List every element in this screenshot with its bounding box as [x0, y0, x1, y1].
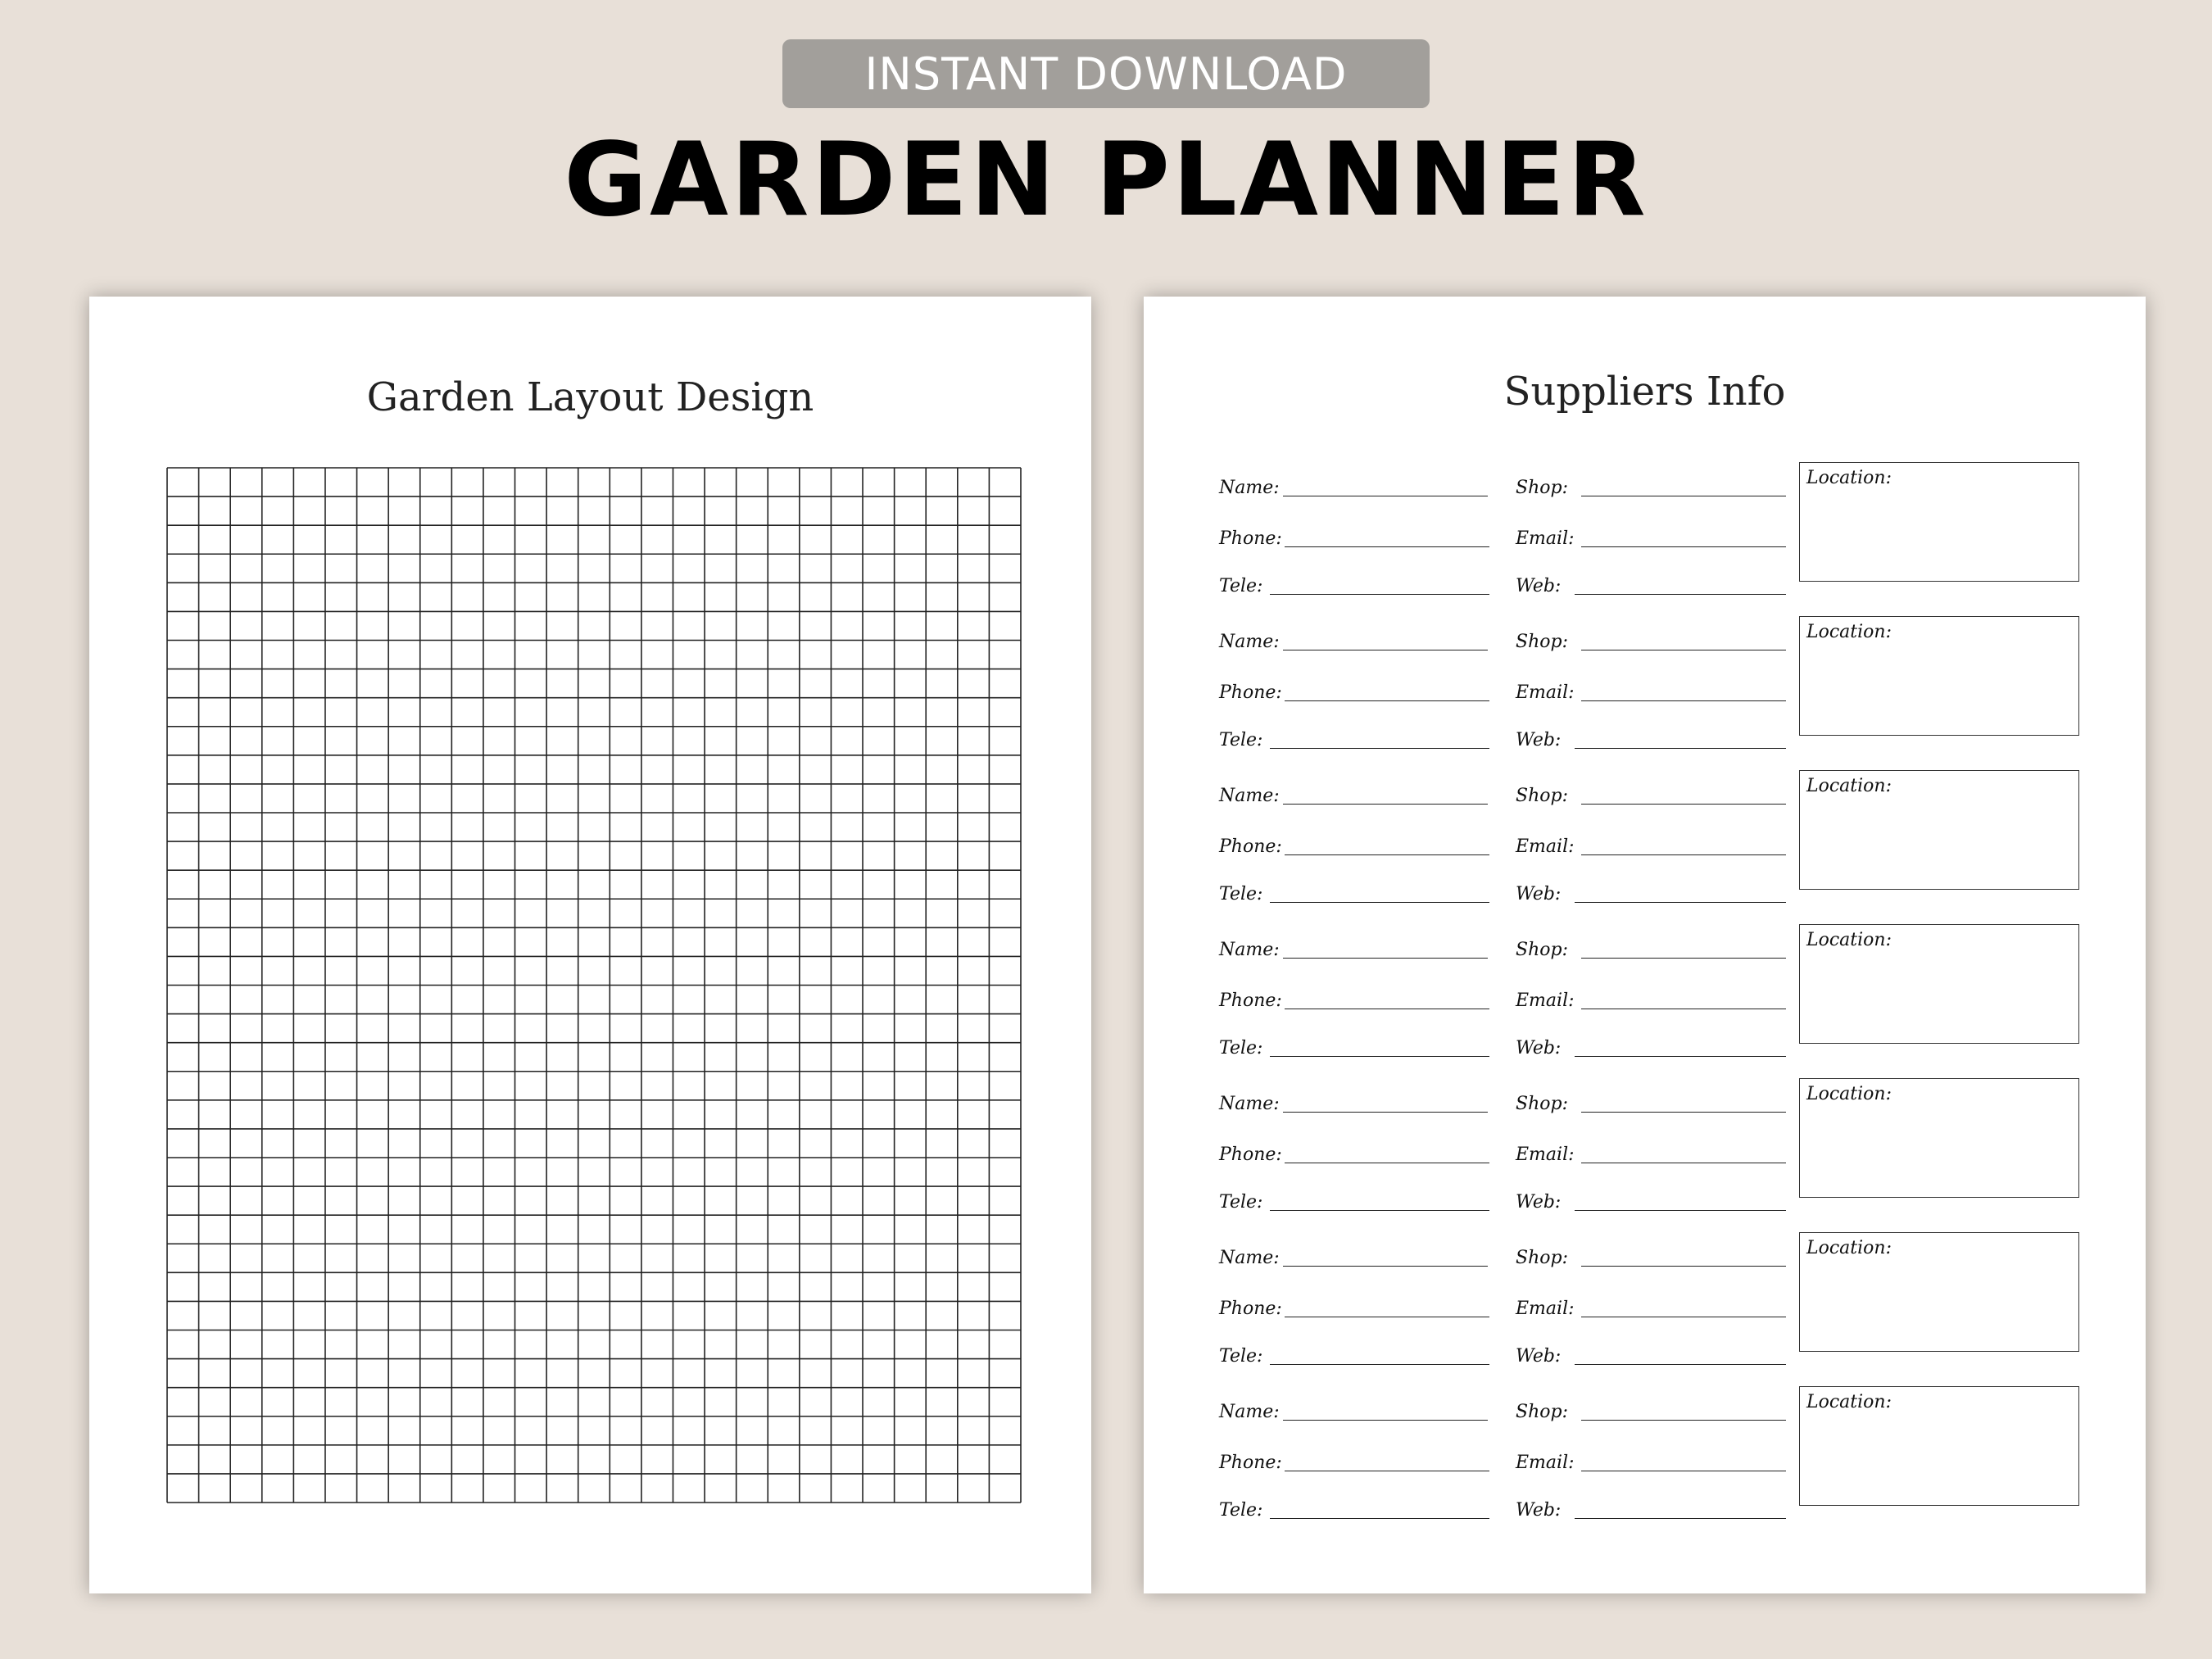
location-box[interactable]	[1799, 770, 2079, 890]
web-field[interactable]	[1516, 1032, 1786, 1060]
suppliers-info-page	[1144, 297, 2146, 1593]
web-underline	[1575, 748, 1786, 749]
email-label: Email:	[1516, 990, 1575, 1011]
phone-label: Phone:	[1219, 1299, 1282, 1319]
phone-field[interactable]	[1219, 985, 1489, 1013]
tele-underline	[1270, 902, 1489, 903]
phone-label: Phone:	[1219, 990, 1282, 1011]
tele-underline	[1270, 1210, 1489, 1211]
tele-label: Tele:	[1219, 1346, 1263, 1367]
shop-field[interactable]	[1516, 934, 1786, 962]
tele-underline	[1270, 1518, 1489, 1519]
web-underline	[1575, 902, 1786, 903]
suppliers-info-title: Suppliers Info	[1503, 369, 1786, 415]
name-field[interactable]	[1219, 1088, 1488, 1116]
shop-label: Shop:	[1516, 1094, 1568, 1114]
supplier-entry	[1144, 768, 2146, 904]
email-field[interactable]	[1516, 523, 1786, 551]
shop-field[interactable]	[1516, 780, 1786, 808]
location-label: Location:	[1806, 1084, 1892, 1104]
tele-label: Tele:	[1219, 884, 1263, 904]
name-underline	[1283, 958, 1488, 959]
shop-field[interactable]	[1516, 1396, 1786, 1424]
garden-layout-page	[89, 297, 1091, 1593]
shop-field[interactable]	[1516, 472, 1786, 500]
shop-underline	[1581, 1112, 1786, 1113]
name-field[interactable]	[1219, 1242, 1488, 1270]
web-field[interactable]	[1516, 570, 1786, 598]
shop-underline	[1581, 1266, 1786, 1267]
email-underline	[1581, 700, 1786, 701]
name-label: Name:	[1219, 940, 1280, 960]
web-field[interactable]	[1516, 1186, 1786, 1214]
phone-field[interactable]	[1219, 1447, 1489, 1475]
location-box[interactable]	[1799, 1232, 2079, 1352]
tele-label: Tele:	[1219, 1038, 1263, 1058]
phone-field[interactable]	[1219, 1293, 1489, 1321]
tele-field[interactable]	[1219, 1340, 1489, 1368]
name-underline	[1283, 1420, 1488, 1421]
tele-label: Tele:	[1219, 576, 1263, 596]
tele-field[interactable]	[1219, 1186, 1489, 1214]
web-label: Web:	[1516, 1346, 1562, 1367]
web-label: Web:	[1516, 730, 1562, 750]
web-label: Web:	[1516, 576, 1562, 596]
name-field[interactable]	[1219, 472, 1488, 500]
web-label: Web:	[1516, 1500, 1562, 1521]
location-box[interactable]	[1799, 924, 2079, 1044]
location-label: Location:	[1806, 1392, 1892, 1412]
shop-underline	[1581, 1420, 1786, 1421]
web-field[interactable]	[1516, 724, 1786, 752]
tele-underline	[1270, 594, 1489, 595]
phone-label: Phone:	[1219, 1145, 1282, 1165]
email-field[interactable]	[1516, 1447, 1786, 1475]
phone-field[interactable]	[1219, 523, 1489, 551]
shop-underline	[1581, 958, 1786, 959]
phone-underline	[1285, 546, 1489, 547]
tele-underline	[1270, 1364, 1489, 1365]
name-label: Name:	[1219, 786, 1280, 806]
shop-label: Shop:	[1516, 478, 1568, 498]
location-label: Location:	[1806, 468, 1892, 488]
shop-label: Shop:	[1516, 1402, 1568, 1422]
main-title: GARDEN PLANNER	[564, 121, 1648, 239]
web-label: Web:	[1516, 884, 1562, 904]
web-field[interactable]	[1516, 1494, 1786, 1522]
email-field[interactable]	[1516, 1139, 1786, 1167]
name-field[interactable]	[1219, 934, 1488, 962]
shop-field[interactable]	[1516, 1242, 1786, 1270]
layout-grid	[166, 467, 1022, 1503]
phone-underline	[1285, 700, 1489, 701]
name-label: Name:	[1219, 478, 1280, 498]
name-label: Name:	[1219, 1094, 1280, 1114]
web-label: Web:	[1516, 1038, 1562, 1058]
shop-label: Shop:	[1516, 940, 1568, 960]
tele-field[interactable]	[1219, 1494, 1489, 1522]
tele-underline	[1270, 1056, 1489, 1057]
web-label: Web:	[1516, 1192, 1562, 1213]
email-field[interactable]	[1516, 985, 1786, 1013]
name-label: Name:	[1219, 1248, 1280, 1268]
name-field[interactable]	[1219, 1396, 1488, 1424]
email-field[interactable]	[1516, 831, 1786, 859]
supplier-entry	[1144, 1077, 2146, 1213]
email-label: Email:	[1516, 836, 1575, 857]
shop-label: Shop:	[1516, 786, 1568, 806]
email-label: Email:	[1516, 528, 1575, 549]
web-underline	[1575, 1210, 1786, 1211]
phone-field[interactable]	[1219, 1139, 1489, 1167]
phone-label: Phone:	[1219, 1453, 1282, 1473]
web-underline	[1575, 1364, 1786, 1365]
supplier-entry	[1144, 922, 2146, 1058]
email-label: Email:	[1516, 1299, 1575, 1319]
location-box[interactable]	[1799, 1078, 2079, 1198]
phone-label: Phone:	[1219, 836, 1282, 857]
email-field[interactable]	[1516, 677, 1786, 705]
shop-label: Shop:	[1516, 632, 1568, 652]
location-box[interactable]	[1799, 1386, 2079, 1506]
name-label: Name:	[1219, 632, 1280, 652]
supplier-entry	[1144, 614, 2146, 750]
email-field[interactable]	[1516, 1293, 1786, 1321]
instant-download-badge: INSTANT DOWNLOAD	[782, 39, 1430, 108]
shop-field[interactable]	[1516, 626, 1786, 654]
location-label: Location:	[1806, 1238, 1892, 1258]
phone-underline	[1285, 854, 1489, 855]
web-field[interactable]	[1516, 1340, 1786, 1368]
location-label: Location:	[1806, 776, 1892, 796]
location-box[interactable]	[1799, 616, 2079, 736]
tele-underline	[1270, 748, 1489, 749]
phone-field[interactable]	[1219, 677, 1489, 705]
web-field[interactable]	[1516, 878, 1786, 906]
email-label: Email:	[1516, 1145, 1575, 1165]
name-field[interactable]	[1219, 780, 1488, 808]
web-underline	[1575, 1518, 1786, 1519]
phone-label: Phone:	[1219, 528, 1282, 549]
name-underline	[1283, 804, 1488, 805]
tele-field[interactable]	[1219, 570, 1489, 598]
tele-label: Tele:	[1219, 1500, 1263, 1521]
shop-label: Shop:	[1516, 1248, 1568, 1268]
email-label: Email:	[1516, 682, 1575, 703]
location-label: Location:	[1806, 622, 1892, 642]
email-underline	[1581, 546, 1786, 547]
tele-field[interactable]	[1219, 1032, 1489, 1060]
garden-layout-title: Garden Layout Design	[366, 374, 814, 420]
shop-underline	[1581, 804, 1786, 805]
name-underline	[1283, 1266, 1488, 1267]
tele-field[interactable]	[1219, 724, 1489, 752]
phone-field[interactable]	[1219, 831, 1489, 859]
tele-label: Tele:	[1219, 1192, 1263, 1213]
name-label: Name:	[1219, 1402, 1280, 1422]
email-underline	[1581, 854, 1786, 855]
name-underline	[1283, 1112, 1488, 1113]
location-label: Location:	[1806, 930, 1892, 950]
email-label: Email:	[1516, 1453, 1575, 1473]
name-field[interactable]	[1219, 626, 1488, 654]
tele-label: Tele:	[1219, 730, 1263, 750]
web-underline	[1575, 594, 1786, 595]
supplier-entry	[1144, 460, 2146, 596]
supplier-entry	[1144, 1385, 2146, 1521]
supplier-entry	[1144, 1231, 2146, 1367]
phone-label: Phone:	[1219, 682, 1282, 703]
tele-field[interactable]	[1219, 878, 1489, 906]
shop-field[interactable]	[1516, 1088, 1786, 1116]
location-box[interactable]	[1799, 462, 2079, 582]
web-underline	[1575, 1056, 1786, 1057]
